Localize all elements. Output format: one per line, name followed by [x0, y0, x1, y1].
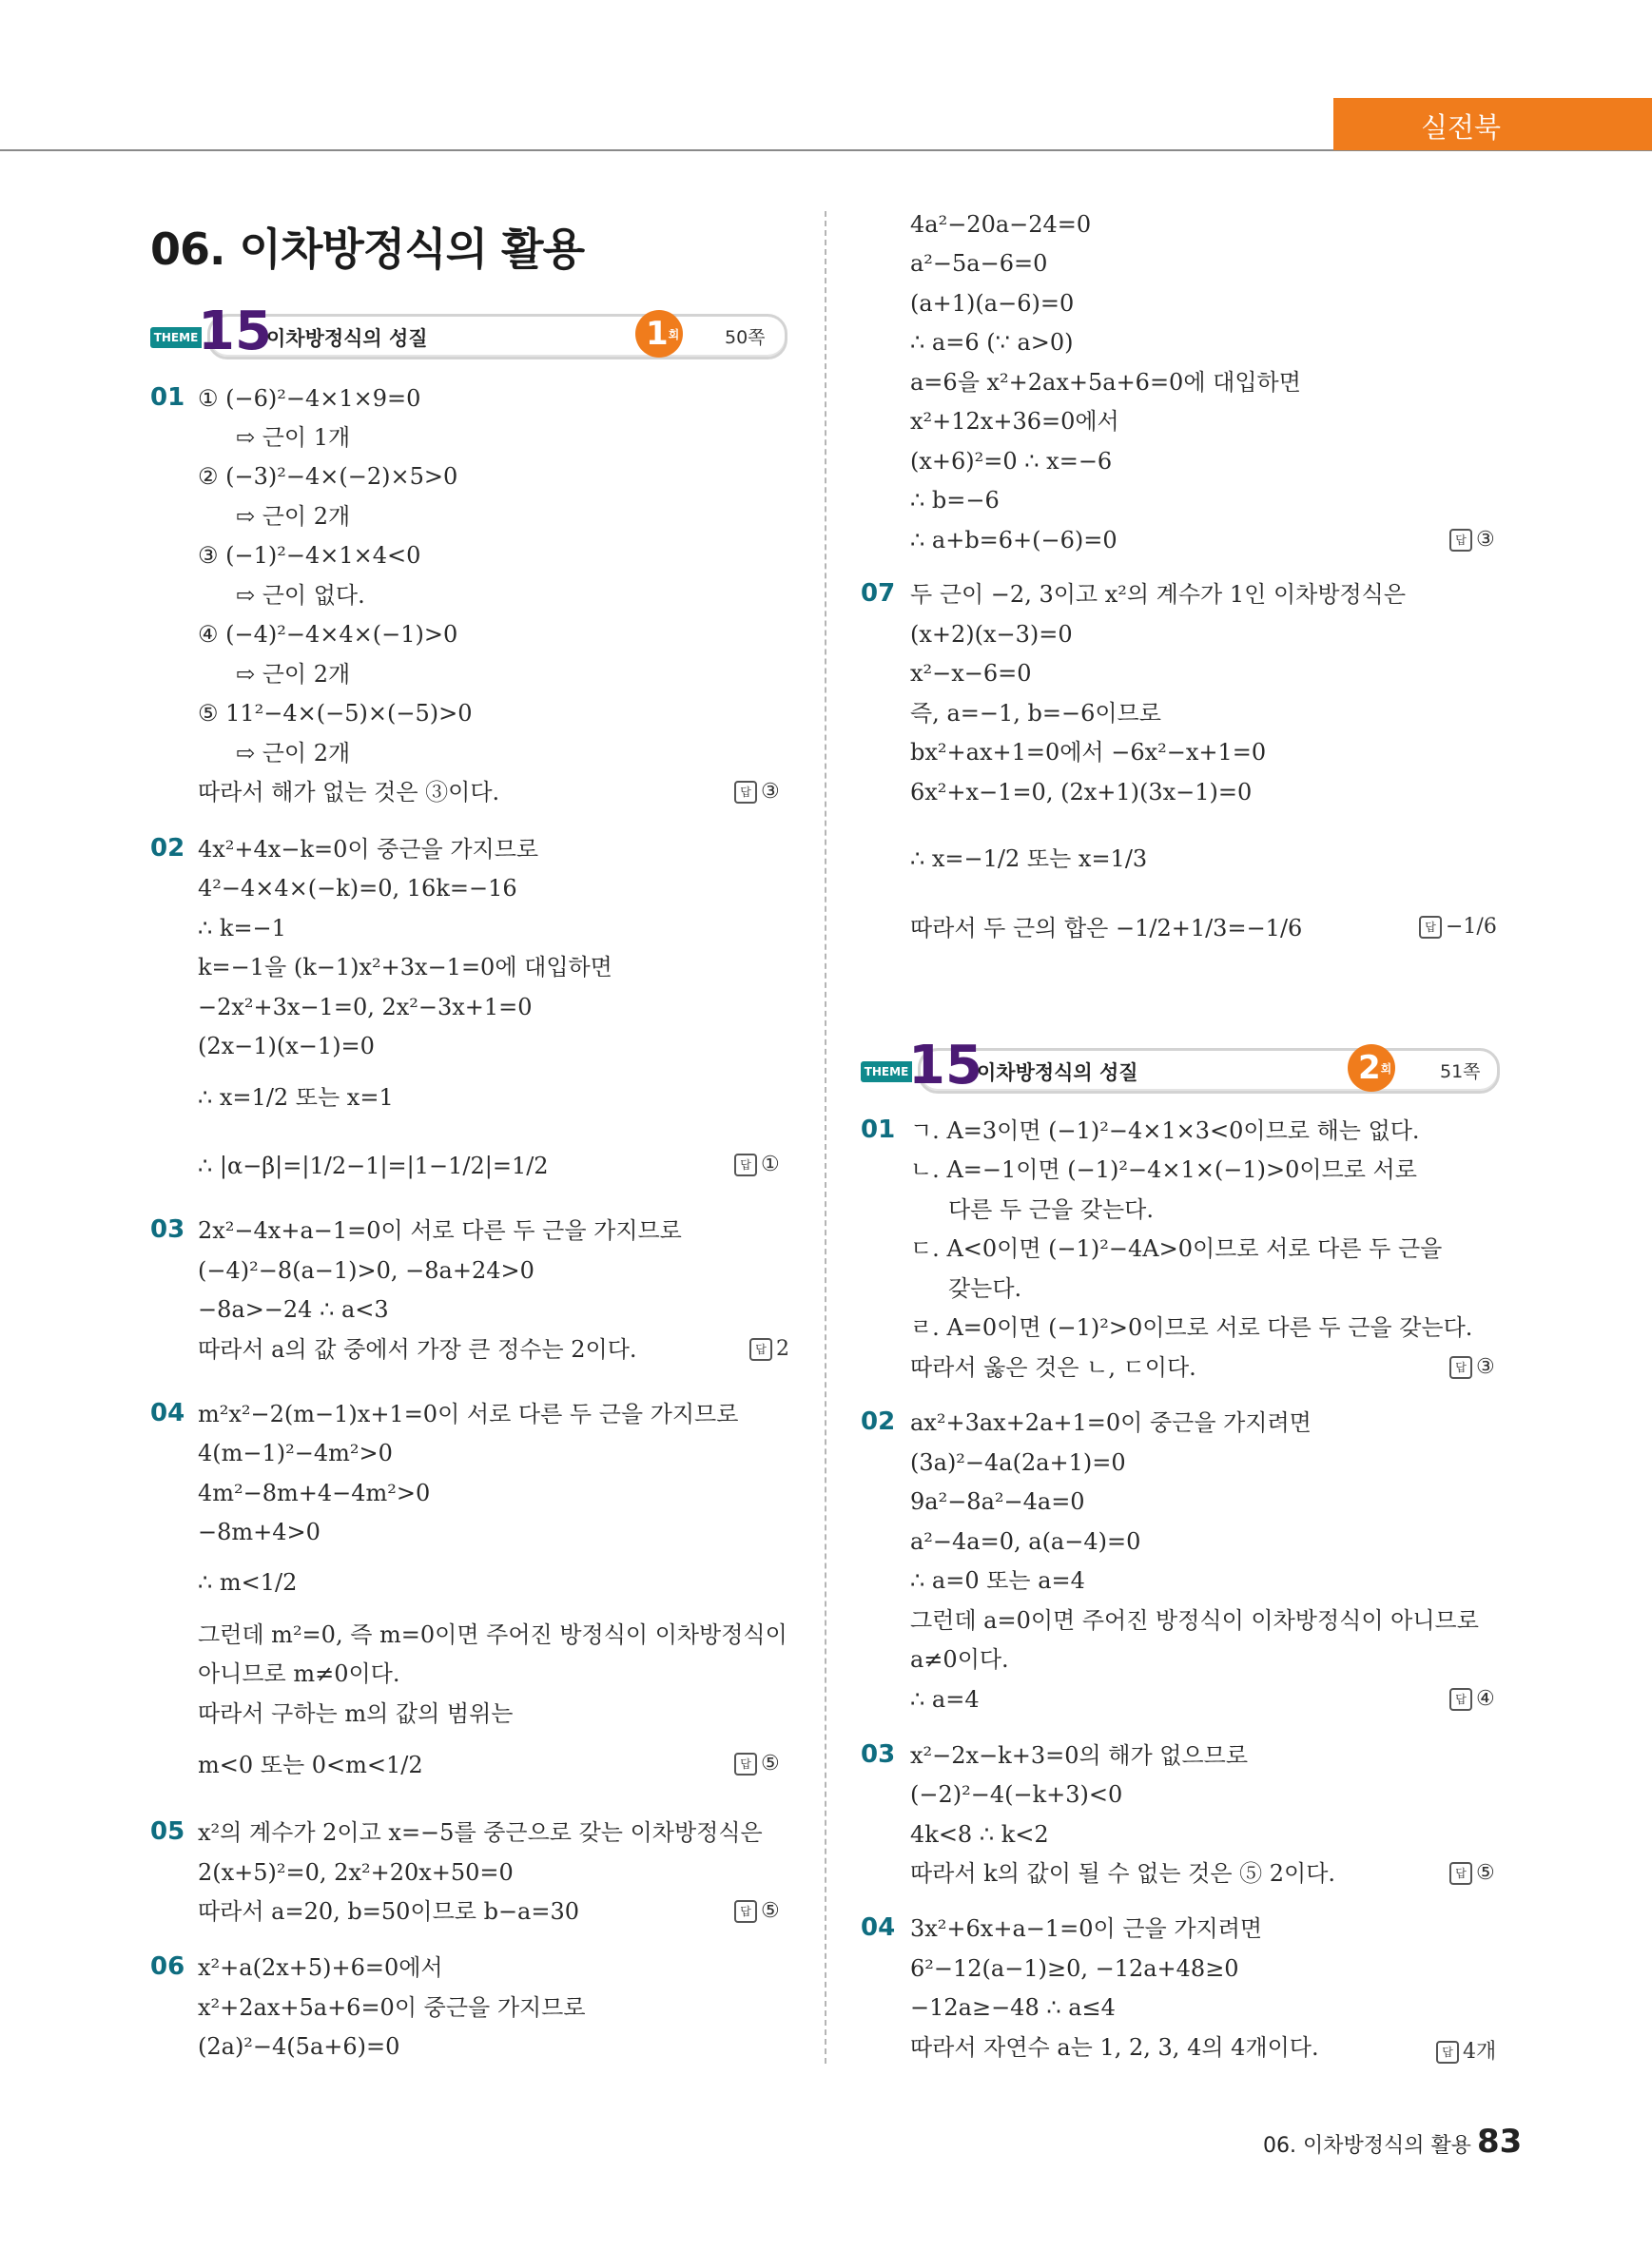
- problem-number: 01: [150, 383, 185, 412]
- theme-title: 이차방정식의 성질: [977, 1061, 1138, 1084]
- answer-icon: 답: [1436, 2041, 1459, 2064]
- solution-line: ⇨ 근이 2개: [236, 503, 351, 530]
- round-badge: [1348, 1044, 1395, 1092]
- solution-line: −2x²+3x−1=0, 2x²−3x+1=0: [198, 994, 533, 1020]
- solution-line: x²+a(2x+5)+6=0에서: [198, 1954, 443, 1981]
- solution-line: ㄴ. A=−1이면 (−1)²−4×1×(−1)>0이므로 서로: [910, 1156, 1417, 1183]
- solution-line: 따라서 옳은 것은 ㄴ, ㄷ이다.: [910, 1354, 1196, 1381]
- answer-value: 2: [776, 1337, 789, 1361]
- round-suffix: 회: [1380, 1062, 1392, 1076]
- answer-value: −1/6: [1446, 915, 1497, 939]
- theme-number: 15: [198, 301, 272, 362]
- solution-line: ④ (−4)²−4×4×(−1)>0: [198, 621, 458, 648]
- solution-line: a=6을 x²+2ax+5a+6=0에 대입하면: [910, 369, 1301, 396]
- solution-line: ax²+3ax+2a+1=0이 중근을 가지려면: [910, 1409, 1312, 1436]
- page-number: 83: [1477, 2123, 1523, 2161]
- problem-number: 07: [861, 579, 896, 608]
- answer-value: ③: [1476, 1355, 1495, 1379]
- answer-icon: 답: [1449, 529, 1472, 552]
- solution-line: ㄹ. A=0이면 (−1)²>0이므로 서로 다른 두 근을 갖는다.: [910, 1314, 1473, 1341]
- answer-value: ⑤: [761, 1899, 780, 1923]
- problem-number: 05: [150, 1817, 185, 1846]
- column-divider: [825, 211, 826, 2064]
- solution-line: ∴ k=−1: [198, 915, 286, 941]
- answer-icon: 답: [734, 1900, 757, 1923]
- solution-line: 따라서 a의 값 중에서 가장 큰 정수는 2이다.: [198, 1336, 637, 1363]
- solution-line: bx²+ax+1=0에서 −6x²−x+1=0: [910, 739, 1267, 766]
- solution-line: 따라서 구하는 m의 값의 범위는: [198, 1700, 514, 1727]
- page-ref: 51쪽: [1440, 1061, 1481, 1082]
- solution-line: x²−2x−k+3=0의 해가 없으므로: [910, 1742, 1249, 1769]
- solution-line: (x+6)²=0 ∴ x=−6: [910, 448, 1113, 475]
- answer-icon: 답: [734, 781, 757, 804]
- solution-line: ⇨ 근이 1개: [236, 424, 351, 451]
- solution-line: 4k<8 ∴ k<2: [910, 1821, 1049, 1848]
- round-number: 2: [1358, 1049, 1381, 1087]
- round-number: 1: [646, 315, 669, 353]
- answer-value: ④: [1476, 1687, 1495, 1711]
- solution-line: x²의 계수가 2이고 x=−5를 중근으로 갖는 이차방정식은: [198, 1819, 763, 1846]
- theme-tag: THEME: [861, 1061, 912, 1082]
- solution-line: 2(x+5)²=0, 2x²+20x+50=0: [198, 1859, 514, 1886]
- solution-line: ㄷ. A<0이면 (−1)²−4A>0이므로 서로 다른 두 근을: [910, 1235, 1443, 1262]
- solution-line: k=−1을 (k−1)x²+3x−1=0에 대입하면: [198, 954, 612, 980]
- solution-line: ② (−3)²−4×(−2)×5>0: [198, 463, 458, 490]
- solution-line: 다른 두 근을 갖는다.: [948, 1196, 1154, 1223]
- solution-line: ∴ x=1/2 또는 x=1: [198, 1084, 394, 1111]
- solution-line: 2x²−4x+a−1=0이 서로 다른 두 근을 가지므로: [198, 1217, 682, 1244]
- solution-line: ① (−6)²−4×1×9=0: [198, 385, 421, 412]
- solution-line: (a+1)(a−6)=0: [910, 290, 1075, 317]
- solution-line: 6²−12(a−1)≥0, −12a+48≥0: [910, 1955, 1239, 1982]
- solution-line: 따라서 자연수 a는 1, 2, 3, 4의 4개이다.: [910, 2034, 1319, 2061]
- answer-icon: 답: [1419, 916, 1442, 939]
- solution-line: m²x²−2(m−1)x+1=0이 서로 다른 두 근을 가지므로: [198, 1401, 739, 1427]
- problem-number: 02: [150, 834, 185, 863]
- problem-number: 06: [150, 1952, 185, 1981]
- solution-line: −12a≥−48 ∴ a≤4: [910, 1994, 1116, 2021]
- round-badge: [635, 310, 683, 358]
- solution-line: 4(m−1)²−4m²>0: [198, 1440, 393, 1466]
- answer-mark: [734, 1899, 780, 1923]
- solution-line: x²−x−6=0: [910, 660, 1032, 687]
- solution-line: 4m²−8m+4−4m²>0: [198, 1480, 431, 1506]
- solution-line: 그런데 a=0이면 주어진 방정식이 이차방정식이 아니므로: [910, 1607, 1479, 1634]
- solution-line: x²+2ax+5a+6=0이 중근을 가지므로: [198, 1994, 586, 2021]
- chapter-title: 06. 이차방정식의 활용: [150, 223, 585, 275]
- answer-value: ⑤: [761, 1752, 780, 1776]
- solution-line: 따라서 k의 값이 될 수 없는 것은 ⑤ 2이다.: [910, 1860, 1336, 1887]
- solution-line: 따라서 두 근의 합은 −1/2+1/3=−1/6: [910, 915, 1303, 941]
- answer-mark: [1436, 2035, 1496, 2065]
- answer-mark: [1449, 528, 1495, 552]
- answer-value: 4개: [1463, 2040, 1497, 2064]
- answer-icon: 답: [1449, 1862, 1472, 1885]
- page-footer: [1263, 2123, 1522, 2161]
- answer-value: ①: [761, 1153, 780, 1176]
- problem-number: 01: [861, 1116, 896, 1144]
- theme-number: 15: [908, 1035, 982, 1096]
- problem-number: 03: [861, 1740, 896, 1769]
- solution-line: ∴ a=4: [910, 1686, 980, 1713]
- page-ref: 50쪽: [725, 327, 766, 348]
- solution-line: 그런데 m²=0, 즉 m=0이면 주어진 방정식이 이차방정식이: [198, 1621, 787, 1648]
- solution-line: 갖는다.: [948, 1275, 1022, 1302]
- answer-icon: 답: [1449, 1356, 1472, 1379]
- solution-line: 따라서 해가 없는 것은 ③이다.: [198, 779, 500, 805]
- answer-mark: [1449, 1687, 1495, 1711]
- solution-line: (−2)²−4(−k+3)<0: [910, 1781, 1123, 1808]
- solution-line: ③ (−1)²−4×1×4<0: [198, 542, 421, 569]
- theme-header-1: [150, 301, 787, 362]
- badge-label: 실전북: [1421, 111, 1502, 144]
- solution-line: ∴ a=6 (∵ a>0): [910, 329, 1074, 356]
- solution-line: −8a>−24 ∴ a<3: [198, 1296, 389, 1323]
- solution-line: (2x−1)(x−1)=0: [198, 1033, 375, 1059]
- solution-line: a²−5a−6=0: [910, 250, 1048, 277]
- solution-line: (−4)²−8(a−1)>0, −8a+24>0: [198, 1257, 534, 1284]
- solution-line: −8m+4>0: [198, 1519, 321, 1545]
- problem-number: 02: [861, 1407, 896, 1436]
- answer-icon: 답: [1449, 1688, 1472, 1711]
- solution-line: 즉, a=−1, b=−6이므로: [910, 700, 1161, 727]
- solution-line: 4x²+4x−k=0이 중근을 가지므로: [198, 836, 539, 863]
- answer-mark: [749, 1337, 789, 1361]
- answer-icon: 답: [734, 1154, 757, 1176]
- answer-mark: [1419, 915, 1497, 939]
- solution-line: a²−4a=0, a(a−4)=0: [910, 1528, 1141, 1555]
- solution-line: ∴ m<1/2: [198, 1569, 298, 1596]
- solution-line: 9a²−8a²−4a=0: [910, 1488, 1085, 1515]
- problem-number: 03: [150, 1215, 185, 1244]
- answer-value: ③: [761, 780, 780, 804]
- theme-tag: THEME: [150, 327, 202, 348]
- solution-line: 3x²+6x+a−1=0이 근을 가지려면: [910, 1915, 1263, 1942]
- footer-chapter: 06. 이차방정식의 활용: [1263, 2134, 1471, 2158]
- solution-line: (x+2)(x−3)=0: [910, 621, 1073, 648]
- answer-icon: 답: [734, 1753, 757, 1776]
- solution-line: 4a²−20a−24=0: [910, 211, 1092, 238]
- solution-line: ⇨ 근이 2개: [236, 740, 351, 767]
- solution-line: 두 근이 −2, 3이고 x²의 계수가 1인 이차방정식은: [910, 581, 1407, 608]
- solution-line: ∴ a+b=6+(−6)=0: [910, 527, 1118, 553]
- solution-line: (3a)²−4a(2a+1)=0: [910, 1449, 1126, 1476]
- solution-line: 6x²+x−1=0, (2x+1)(3x−1)=0: [910, 779, 1253, 805]
- solution-line: 4²−4×4×(−k)=0, 16k=−16: [198, 875, 517, 902]
- solution-line: ⑤ 11²−4×(−5)×(−5)>0: [198, 700, 473, 727]
- section-badge: [1333, 98, 1652, 150]
- solution-line: ∴ a=0 또는 a=4: [910, 1567, 1085, 1594]
- answer-mark: [734, 1752, 780, 1776]
- answer-mark: [734, 780, 780, 804]
- solution-line: x²+12x+36=0에서: [910, 408, 1119, 435]
- solution-line: ∴ b=−6: [910, 487, 1000, 514]
- solution-line: ⇨ 근이 2개: [236, 661, 351, 688]
- solution-line: ⇨ 근이 없다.: [236, 582, 365, 609]
- solution-line: m<0 또는 0<m<1/2: [198, 1752, 423, 1778]
- answer-icon: 답: [749, 1338, 772, 1361]
- solution-line: 아니므로 m≠0이다.: [198, 1660, 400, 1687]
- solution-line: ∴ x=−1/2 또는 x=1/3: [910, 845, 1148, 872]
- answer-mark: [734, 1153, 780, 1176]
- solution-line: (2a)²−4(5a+6)=0: [198, 2033, 400, 2060]
- answer-mark: [1449, 1355, 1495, 1379]
- round-suffix: 회: [668, 328, 680, 341]
- solution-line: a≠0이다.: [910, 1646, 1009, 1673]
- answer-mark: [1449, 1861, 1495, 1885]
- solution-line: 따라서 a=20, b=50이므로 b−a=30: [198, 1898, 580, 1925]
- solution-line: ∴ |α−β|=|1/2−1|=|1−1/2|=1/2: [198, 1153, 549, 1179]
- theme-title: 이차방정식의 성질: [266, 327, 428, 350]
- theme-header-2: [861, 1035, 1500, 1096]
- answer-value: ③: [1476, 528, 1495, 552]
- solution-line: ㄱ. A=3이면 (−1)²−4×1×3<0이므로 해는 없다.: [910, 1117, 1420, 1144]
- problem-number: 04: [150, 1399, 185, 1427]
- problem-number: 04: [861, 1913, 896, 1942]
- answer-value: ⑤: [1476, 1861, 1495, 1885]
